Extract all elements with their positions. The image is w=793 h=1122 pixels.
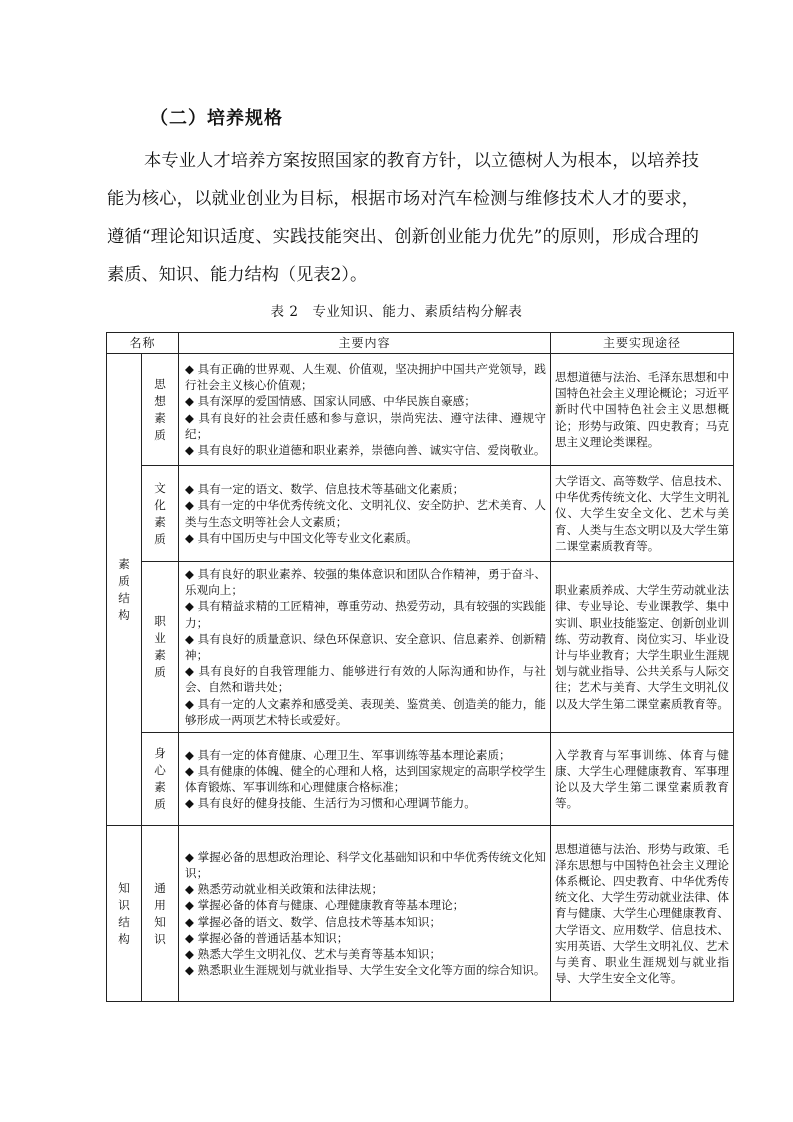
content-item: ◆ 具有一定的语文、数学、信息技术等基础文化素质； bbox=[185, 482, 465, 497]
header-content: 主要内容 bbox=[179, 333, 551, 354]
route-cell: 大学语文、高等数学、信息技术、中华优秀传统文化、大学生文明礼仪、大学生安全文化、艺术与美育、人类与生态文明以及大学生第二课堂素质教育等。 bbox=[551, 466, 734, 562]
content-item: ◆ 具有一定的人文素养和感受美、表现美、鉴赏美、创造美的能力，能够形成一两项艺术特长或爱好。 bbox=[185, 696, 547, 727]
category-cell: 知识结构 bbox=[107, 826, 142, 1002]
content-item: ◆ 具有良好的质量意识、绿色环保意识、安全意识、信息素养、创新精神； bbox=[185, 631, 547, 662]
table-row bbox=[107, 466, 734, 562]
content-cell bbox=[179, 826, 551, 1002]
intro-paragraph bbox=[107, 142, 699, 294]
content-cell bbox=[179, 562, 551, 733]
structure-table bbox=[106, 332, 734, 1002]
category-cell: 素质结构 bbox=[107, 354, 142, 826]
content-cell bbox=[179, 466, 551, 562]
content-item: ◆ 具有良好的职业素养、较强的集体意识和团队合作精神，勇于奋斗、乐观向上； bbox=[185, 566, 547, 598]
content-item: ◆ 具有良好的健身技能、生活行为习惯和心理调节能力。 bbox=[185, 796, 476, 811]
content-item: ◆ 熟悉大学生文明礼仪、艺术与美育等基本知识； bbox=[185, 946, 442, 961]
route-cell: 职业素质养成、大学生劳动就业法律、专业导论、专业课教学、集中实训、职业技能鉴定、创新创业训练、劳动教育、岗位实习、毕业设计与毕业教育；大学生职业生涯规划与就业指导、公共关系与人际交往；艺术与美育、大学生文明礼仪以及大学生第二课堂素质教育等。 bbox=[551, 562, 734, 733]
table-row bbox=[107, 562, 734, 733]
content-item: ◆ 具有精益求精的工匠精神，尊重劳动、热爱劳动，具有较强的实践能力； bbox=[185, 599, 547, 630]
content-item: ◆ 具有良好的自我管理能力、能够进行有效的人际沟通和协作，与社会、自然和谐共处； bbox=[185, 664, 547, 695]
table-header-row bbox=[107, 333, 734, 354]
route-cell: 思想道德与法治、形势与政策、毛泽东思想与中国特色社会主义理论体系概论、四史教育、中华优秀传统文化、大学生劳动就业法律、体育与健康、大学生心理健康教育、大学语文、应用数学、信息技术、实用英语、大学生文明礼仪、艺术与美育、职业生涯规划与就业指导、大学生安全文化等。 bbox=[551, 826, 734, 1002]
content-item: ◆ 熟悉劳动就业相关政策和法律法规； bbox=[185, 882, 384, 897]
content-item: ◆ 掌握必备的语文、数学、信息技术等基本知识； bbox=[185, 914, 442, 929]
table-row bbox=[107, 733, 734, 826]
subcategory-cell: 通用知识 bbox=[142, 826, 179, 1002]
content-item: ◆ 具有深厚的爱国情感、国家认同感、中华民族自豪感； bbox=[185, 394, 476, 409]
content-item: ◆ 掌握必备的思想政治理论、科学文化基础知识和中华优秀传统文化知识； bbox=[185, 849, 547, 880]
table-row bbox=[107, 354, 734, 466]
table-caption: 表 2 专业知识、能力、素质结构分解表 bbox=[270, 304, 523, 320]
subcategory-cell: 文化素质 bbox=[142, 466, 179, 562]
content-item: ◆ 熟悉职业生涯规划与就业指导、大学生安全文化等方面的综合知识。 bbox=[185, 963, 546, 978]
intro-paragraph-text: 本专业人才培养方案按照国家的教育方针，以立德树人为根本，以培养技能为核心，以就业创业为目标，根据市场对汽车检测与维修技术人才的要求，遵循“理论知识适度、实践技能突出、创新创业能力优先”的原则，形成合理的素质、知识、能力结构（见表2）。 bbox=[107, 151, 699, 285]
content-item: ◆ 掌握必备的普通话基本知识； bbox=[185, 930, 349, 945]
subcategory-cell: 身心素质 bbox=[142, 733, 179, 826]
route-cell: 思想道德与法治、毛泽东思想和中国特色社会主义理论概论；习近平新时代中国特色社会主义思想概论；形势与政策、四史教育；马克思主义理论类课程。 bbox=[551, 354, 734, 466]
subcategory-cell: 职业素质 bbox=[142, 562, 179, 733]
route-cell: 入学教育与军事训练、体育与健康、大学生心理健康教育、军事理论以及大学生第二课堂素质教育等。 bbox=[551, 733, 734, 826]
header-name: 名称 bbox=[107, 333, 179, 354]
content-item: ◆ 具有良好的社会责任感和参与意识，崇尚宪法、遵守法律、遵规守纪； bbox=[185, 410, 547, 441]
table-row bbox=[107, 826, 734, 1002]
content-item: ◆ 具有良好的职业道德和职业素养，崇德向善、诚实守信、爱岗敬业。 bbox=[185, 442, 546, 457]
content-item: ◆ 掌握必备的体育与健康、心理健康教育等基本理论； bbox=[185, 898, 465, 913]
content-item: ◆ 具有中国历史与中国文化等专业文化素质。 bbox=[185, 530, 418, 545]
content-cell bbox=[179, 733, 551, 826]
content-cell bbox=[179, 354, 551, 466]
content-item: ◆ 具有健康的体魄、健全的心理和人格，达到国家规定的高职学校学生体育锻炼、军事训练和心理健康合格标准； bbox=[185, 763, 547, 794]
section-heading: （二）培养规格 bbox=[150, 108, 283, 129]
content-item: ◆ 具有一定的体育健康、心理卫生、军事训练等基本理论素质； bbox=[185, 747, 511, 762]
content-item: ◆ 具有一定的中华优秀传统文化、文明礼仪、安全防护、艺术美育、人类与生态文明等社会人文素质； bbox=[185, 498, 547, 529]
content-item: ◆ 具有正确的世界观、人生观、价值观，坚决拥护中国共产党领导，践行社会主义核心价值观； bbox=[185, 361, 547, 393]
header-route: 主要实现途径 bbox=[551, 333, 734, 354]
subcategory-cell: 思想素质 bbox=[142, 354, 179, 466]
